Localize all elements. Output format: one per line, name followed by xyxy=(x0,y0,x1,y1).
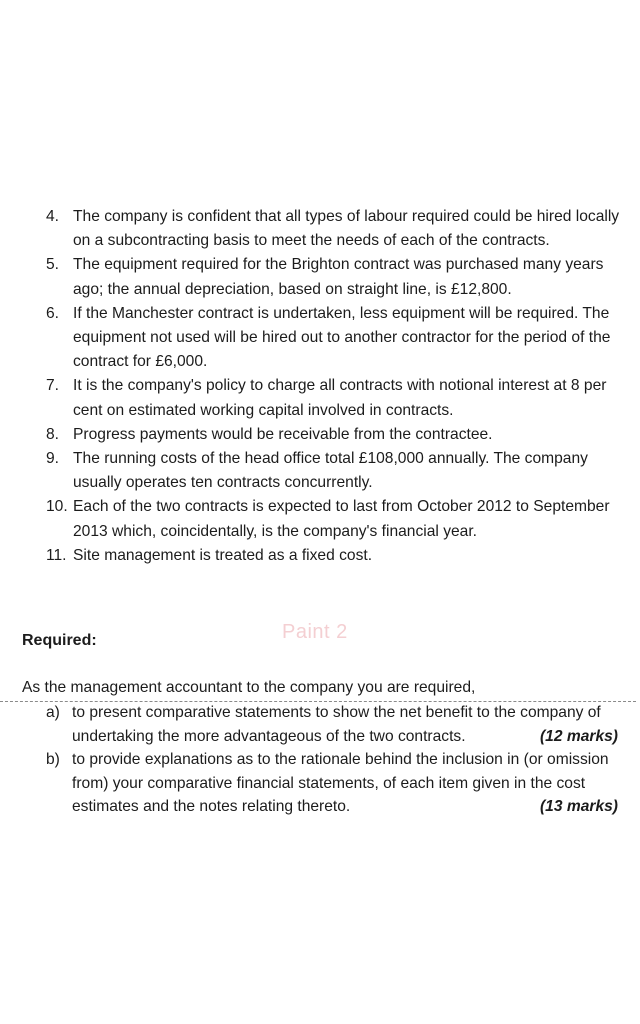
requirement-letter: b) xyxy=(46,751,60,768)
requirement-marks: (13 marks) xyxy=(539,798,618,815)
note-number: 11. xyxy=(46,546,67,564)
required-intro: As the management accountant to the company you are required, xyxy=(22,679,476,696)
required-heading: Required: xyxy=(22,632,97,649)
note-item xyxy=(46,544,626,568)
note-text: Site management is treated as a fixed cost. xyxy=(73,546,373,564)
note-number: 5. xyxy=(46,256,60,274)
requirement-letter: a) xyxy=(46,704,60,721)
note-text: The equipment required for the Brighton contract was purchased many years ago; the annual depreciation, based on straight line, is £12,800. xyxy=(73,256,604,298)
note-number: 7. xyxy=(46,377,60,395)
note-text: Each of the two contracts is expected to last from October 2012 to September 2013 which, coincidentally, is the company's financial year. xyxy=(73,498,610,540)
note-number: 9. xyxy=(46,450,60,468)
note-item xyxy=(46,374,626,422)
note-item xyxy=(46,302,626,375)
requirement-marks: (12 marks) xyxy=(539,727,618,745)
requirement-text: to present comparative statements to show the net benefit to the company of undertaking the more advantageous of the two contracts. xyxy=(72,704,601,745)
note-text: If the Manchester contract is undertaken, less equipment will be required. The equipment not used will be hired out to another contractor for the period of the contract for £6,000. xyxy=(73,304,611,371)
note-item xyxy=(46,495,626,543)
requirement-item xyxy=(46,748,618,819)
note-item xyxy=(46,447,626,495)
note-number: 6. xyxy=(46,304,60,322)
note-number: 8. xyxy=(46,425,60,443)
note-text: It is the company's policy to charge all contracts with notional interest at 8 per cent on estimated working capital involved in contracts. xyxy=(73,377,607,419)
requirement-text: to provide explanations as to the rationale behind the inclusion in (or omission from) your comparative financial statements, of each item given in the cost estimates and the notes relating thereto. xyxy=(72,751,609,815)
note-text: The company is confident that all types of labour required could be hired locally on a subcontracting basis to meet the needs of each of the contracts. xyxy=(73,208,620,250)
note-number: 4. xyxy=(46,208,60,225)
requirement-item xyxy=(46,701,618,748)
watermark: Paint 2 xyxy=(282,621,348,643)
note-text: The running costs of the head office total £108,000 annually. The company usually operates ten contracts concurrently. xyxy=(73,450,588,492)
notes-list xyxy=(46,205,626,568)
requirements-list xyxy=(46,701,618,819)
note-number: 10. xyxy=(46,498,68,516)
note-text: Progress payments would be receivable from the contractee. xyxy=(73,425,493,443)
note-item xyxy=(46,205,626,253)
note-item xyxy=(46,423,626,447)
note-item xyxy=(46,253,626,301)
